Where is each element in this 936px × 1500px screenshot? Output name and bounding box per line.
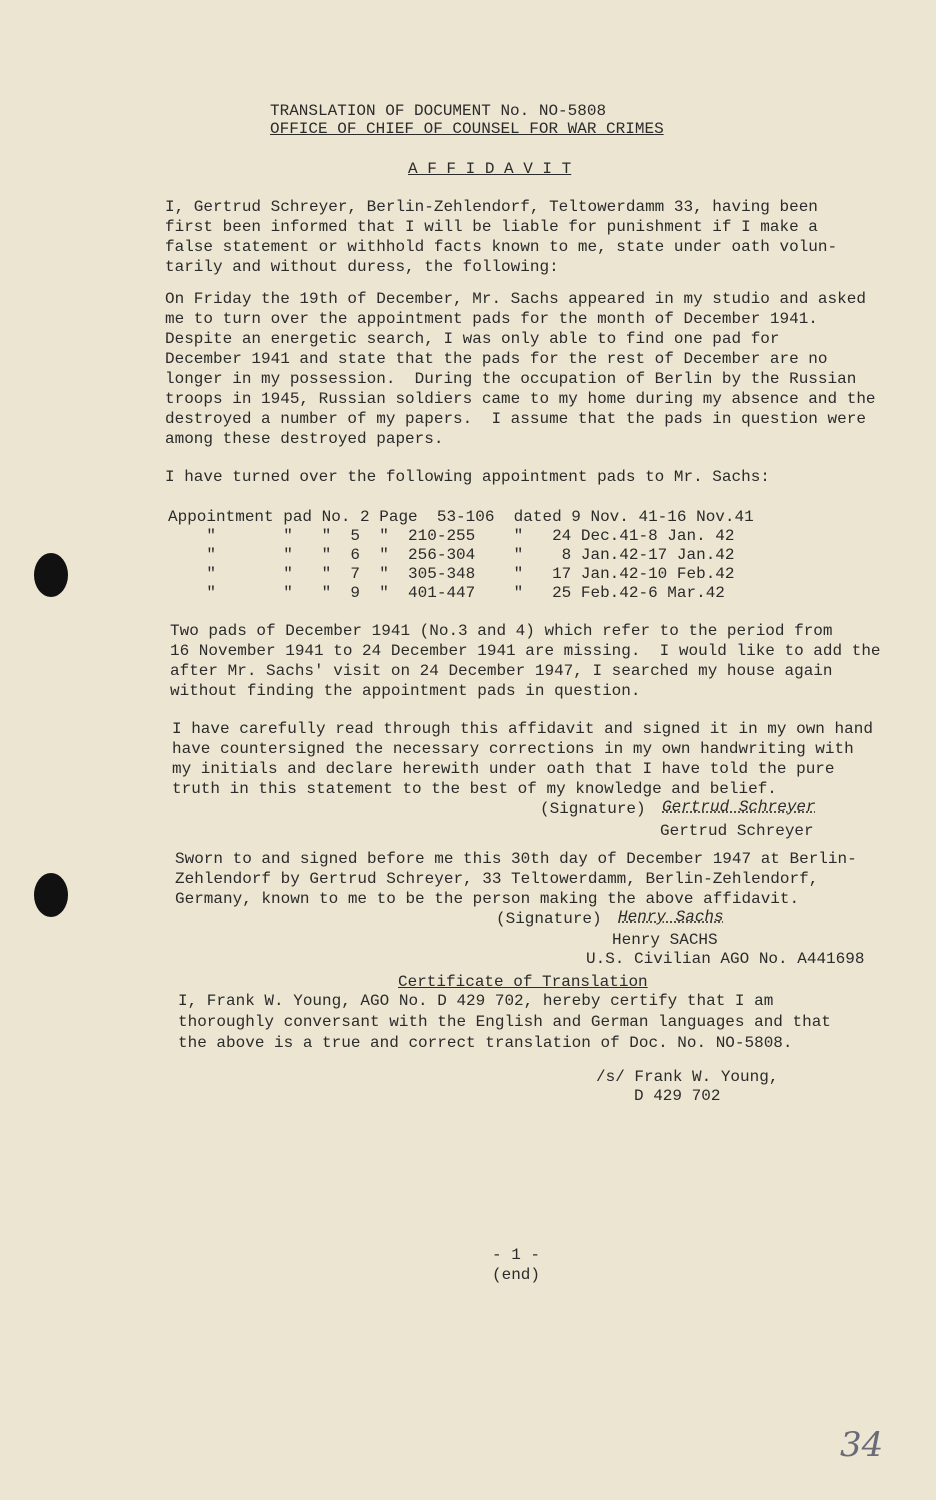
para1-line: tarily and without duress, the following: [165,258,559,276]
para2-line: troops in 1945, Russian soldiers came to my home during my absence and the [165,390,876,408]
signature-henry-sachs: Henry Sachs [618,908,724,926]
certificate-line: the above is a true and correct translation of Doc. No. NO-5808. [178,1034,793,1052]
witness-name: Henry SACHS [612,931,718,949]
table-row: " " " 5 " 210-255 " 24 Dec.41-8 Jan. 42 [168,527,735,545]
para3-line: I have turned over the following appointment pads to Mr. Sachs: [165,468,770,486]
para5-line: I have carefully read through this affidavit and signed it in my own hand [172,720,873,738]
document-title: A F F I D A V I T [408,160,572,178]
table-row: Appointment pad No. 2 Page 53-106 dated 9 Nov. 41-16 Nov.41 [168,508,754,526]
table-row: " " " 6 " 256-304 " 8 Jan.42-17 Jan.42 [168,546,735,564]
para2-line: On Friday the 19th of December, Mr. Sachs appeared in my studio and asked [165,290,866,308]
certificate-line: thoroughly conversant with the English and German languages and that [178,1013,831,1031]
table-row: " " " 9 " 401-447 " 25 Feb.42-6 Mar.42 [168,584,725,602]
para4-line: without finding the appointment pads in question. [170,682,641,700]
para6-line: Sworn to and signed before me this 30th day of December 1947 at Berlin- [175,850,857,868]
para2-line: longer in my possession. During the occupation of Berlin by the Russian [165,370,857,388]
page-number: - 1 - [492,1246,541,1264]
signature-label: (Signature) [496,910,602,928]
para5-line: my initials and declare herewith under oath that I have told the pure [172,760,835,778]
para4-line: 16 November 1941 to 24 December 1941 are missing. I would like to add the [170,642,881,660]
para2-line: among these destroyed papers. [165,430,444,448]
translator-signature: /s/ Frank W. Young, [596,1068,779,1086]
witness-id: U.S. Civilian AGO No. A441698 [586,950,865,968]
para1-line: first been informed that I will be liable for punishment if I make a [165,218,818,236]
punch-hole-top [34,553,68,597]
table-row: " " " 7 " 305-348 " 17 Jan.42-10 Feb.42 [168,565,735,583]
punch-hole-bottom [34,873,68,917]
para1-line: I, Gertrud Schreyer, Berlin-Zehlendorf, Teltowerdamm 33, having been [165,198,818,216]
signer-name: Gertrud Schreyer [660,822,814,840]
para2-line: Despite an energetic search, I was only able to find one pad for [165,330,780,348]
para5-line: truth in this statement to the best of my knowledge and belief. [172,780,777,798]
header-line-1: TRANSLATION OF DOCUMENT No. NO-5808 [270,102,607,120]
para2-line: December 1941 and state that the pads for the rest of December are no [165,350,828,368]
end-marker: (end) [492,1266,541,1284]
para4-line: Two pads of December 1941 (No.3 and 4) which refer to the period from [170,622,833,640]
signature-gertrud-schreyer: Gertrud Schreyer [662,798,816,816]
signature-label: (Signature) [540,800,646,818]
certificate-line: I, Frank W. Young, AGO No. D 429 702, hereby certify that I am [178,992,774,1010]
certificate-title: Certificate of Translation [398,973,648,991]
header-line-2: OFFICE OF CHIEF OF COUNSEL FOR WAR CRIMES [270,120,664,138]
para2-line: destroyed a number of my papers. I assume that the pads in question were [165,410,866,428]
para5-line: have countersigned the necessary corrections in my own handwriting with [172,740,854,758]
para1-line: false statement or withhold facts known to me, state under oath volun- [165,238,838,256]
para6-line: Germany, known to me to be the person making the above affidavit. [175,890,800,908]
para6-line: Zehlendorf by Gertrud Schreyer, 33 Teltowerdamm, Berlin-Zehlendorf, [175,870,819,888]
handwritten-page-number: 34 [840,1425,884,1465]
para2-line: me to turn over the appointment pads for the month of December 1941. [165,310,818,328]
translator-number: D 429 702 [634,1087,721,1105]
para4-line: after Mr. Sachs' visit on 24 December 1947, I searched my house again [170,662,833,680]
